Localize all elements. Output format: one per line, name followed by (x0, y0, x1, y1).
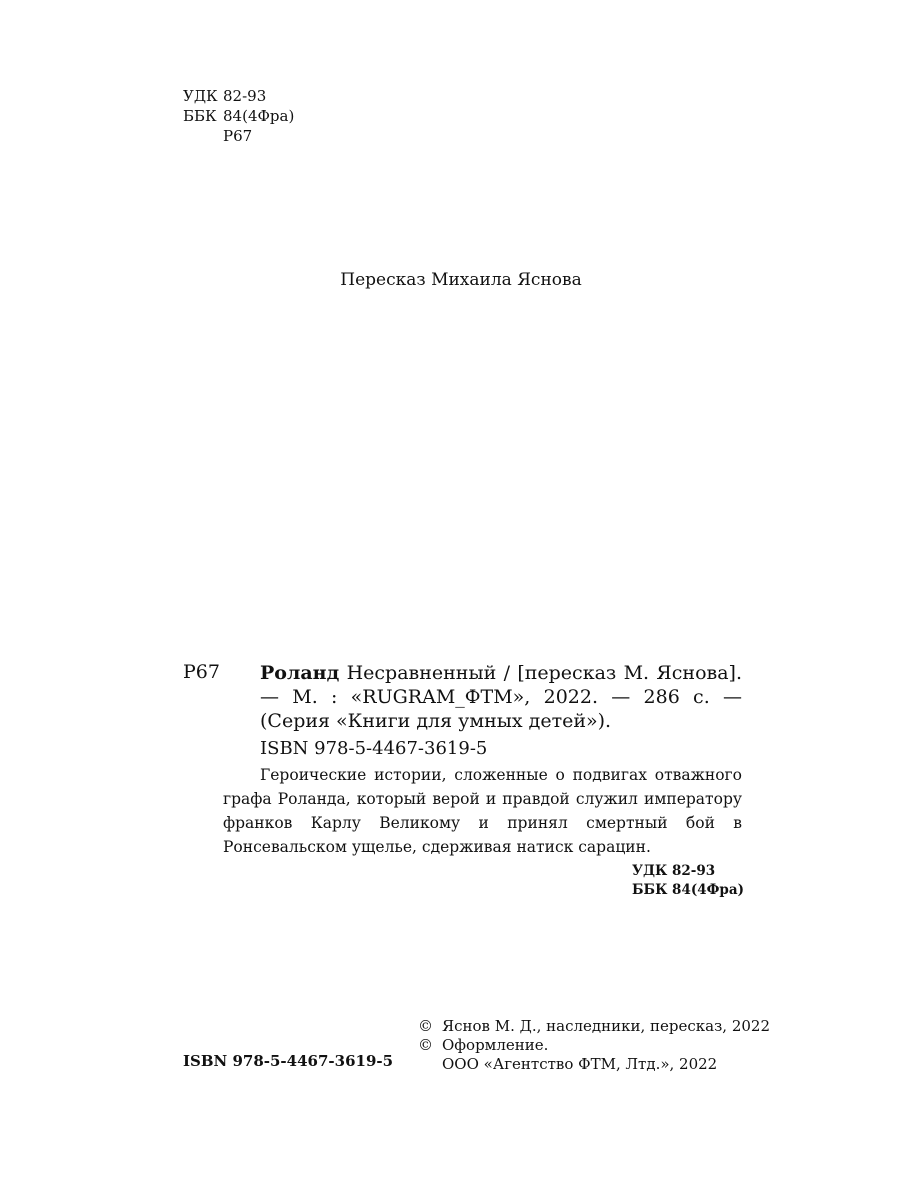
bbk-label: ББК (183, 107, 217, 125)
copyright-symbol: © (418, 1036, 433, 1054)
card-udk: УДК 82-93 (632, 863, 716, 879)
copyright-row-1 (418, 1017, 770, 1036)
card-isbn: ISBN 978-5-4467-3619-5 (260, 738, 488, 759)
author-sign: Р67 (223, 127, 253, 145)
isbn-bottom: ISBN 978-5-4467-3619-5 (183, 1052, 394, 1070)
copyright-line-3: ООО «Агентство ФТМ, Лтд.», 2022 (442, 1055, 718, 1073)
udk-value: 82-93 (223, 87, 267, 105)
copyright-symbol: © (418, 1017, 433, 1035)
retold-by: Пересказ Михаила Яснова (340, 270, 582, 290)
annotation-text: Героические истории, сложенные о подвигах отважного графа Роланда, который верой и правдой служил императору франков Карлу Великому и принял смертный бой в Ронсевальском ущелье, сдерживая натиск сарацин. (223, 766, 742, 856)
copyright-line-2: Оформление. (442, 1036, 549, 1054)
bbk-value: 84(4Фра) (223, 107, 295, 125)
description-text: Несравненный / [пересказ М. Яснова]. — М. : «RUGRAM_ФТМ», 2022. — 286 с. — (Серия «Книги для умных детей»). (260, 662, 742, 732)
copyright-indent (418, 1055, 442, 1074)
card-author-sign: Р67 (183, 661, 220, 683)
copyright-block (418, 1017, 770, 1074)
bibliographic-record (260, 661, 742, 761)
udk-row (183, 86, 294, 106)
copyright-line-1: Яснов М. Д., наследники, пересказ, 2022 (442, 1017, 771, 1035)
copyright-row-3 (418, 1055, 770, 1074)
udk-label: УДК (183, 87, 218, 105)
bibliographic-description (260, 661, 742, 733)
book-title: Роланд (260, 662, 340, 684)
card-classification (632, 862, 744, 900)
bbk-row (183, 106, 294, 126)
copyright-row-2 (418, 1036, 770, 1055)
annotation (223, 763, 742, 859)
classification-block (183, 86, 294, 146)
card-bbk: ББК 84(4Фра) (632, 882, 745, 898)
